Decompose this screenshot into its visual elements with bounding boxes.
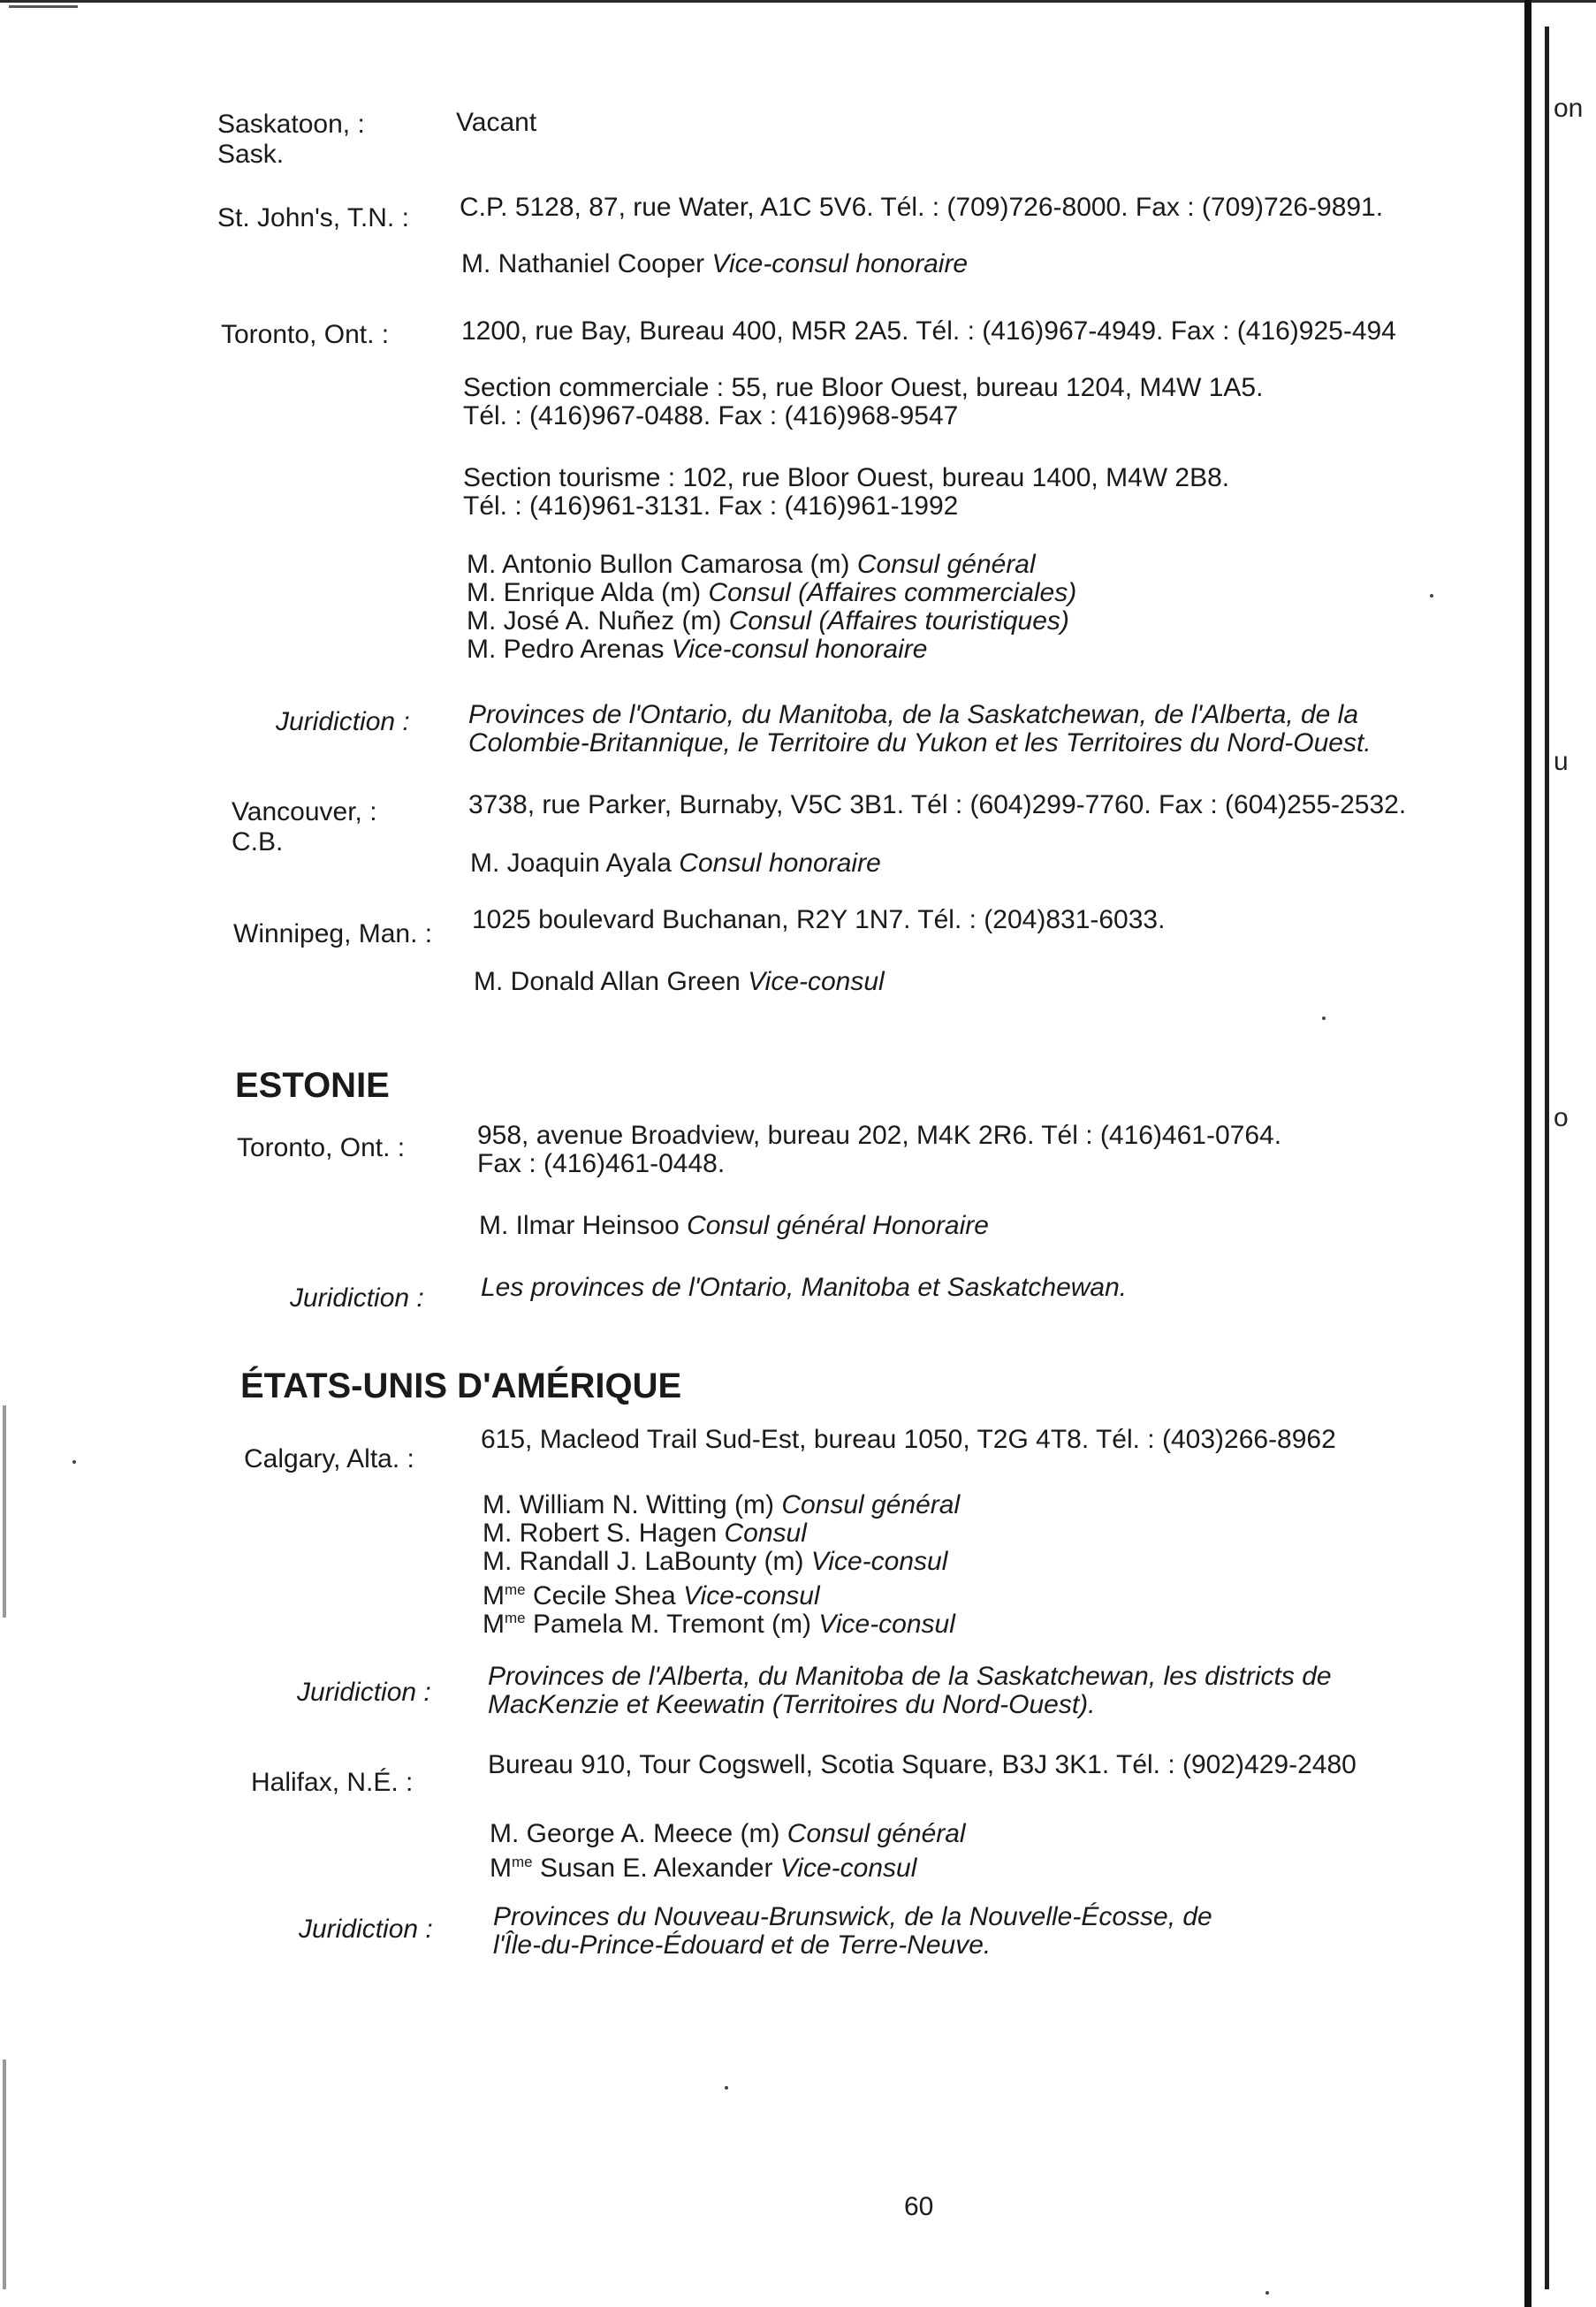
jurisdiction-label: Juridiction : [276, 707, 410, 736]
city-label: Winnipeg, Man. : [233, 919, 433, 948]
person-prefix: M. [483, 1519, 513, 1548]
facing-page-text: u [1554, 747, 1569, 776]
person-title: Consul (Affaires touristiques) [728, 606, 1069, 636]
address-text: 958, avenue Broadview, bureau 202, M4K 2R6. Tél : (416)461-0764. [477, 1121, 1282, 1150]
person-line [474, 967, 885, 997]
person-title: Vice-consul honoraire [671, 635, 928, 664]
page-number: 60 [904, 2192, 934, 2221]
person-name: M. Antonio Bullon Camarosa (m) [467, 550, 850, 579]
jurisdiction-text: Provinces de l'Ontario, du Manitoba, de la Saskatchewan, de l'Alberta, de la [468, 700, 1359, 729]
address-text: 1025 boulevard Buchanan, R2Y 1N7. Tél. : (204)831-6033. [472, 905, 1166, 934]
person-line [483, 1519, 807, 1549]
facing-page-text: on [1554, 94, 1584, 123]
person-line [483, 1547, 947, 1577]
person-line [467, 550, 1036, 580]
city-label: Calgary, Alta. : [244, 1444, 414, 1473]
jurisdiction-label: Juridiction : [290, 1283, 424, 1313]
person-title: Vice-consul [683, 1581, 820, 1610]
city-label: Saskatoon, : [217, 110, 365, 139]
jurisdiction-text: Provinces de l'Alberta, du Manitoba de la Saskatchewan, les districts de [488, 1662, 1332, 1691]
address-text: 615, Macleod Trail Sud-Est, bureau 1050, T2G 4T8. Tél. : (403)266-8962 [481, 1425, 1336, 1454]
person-line [467, 635, 927, 665]
person-prefix: M [483, 1581, 505, 1610]
tourism-contact: Tél. : (416)961-3131. Fax : (416)961-1992 [463, 491, 959, 521]
person-name: M. Joaquin Ayala [470, 849, 672, 878]
person-prefix-superscript: me [505, 1581, 526, 1598]
person-prefix-superscript: me [512, 1854, 533, 1870]
person-name: M. Enrique Alda (m) [467, 578, 702, 607]
person-line [490, 1847, 916, 1884]
city-label: Vancouver, : [232, 797, 377, 826]
person-name: M. José A. Nuñez (m) [467, 606, 722, 636]
person-line [490, 1819, 966, 1849]
address-text: C.P. 5128, 87, rue Water, A1C 5V6. Tél. : (709)726-8000. Fax : (709)726-9891. [460, 193, 1384, 222]
facing-page-edge [1524, 0, 1531, 2307]
address-text: 3738, rue Parker, Burnaby, V5C 3B1. Tél : (604)299-7760. Fax : (604)255-2532. [468, 790, 1407, 819]
address-text: Vacant [456, 108, 537, 137]
person-name: M. Nathaniel Cooper [461, 249, 705, 278]
person-title: Vice-consul [818, 1610, 955, 1639]
person-prefix: M. [483, 1547, 513, 1576]
person-name: Pamela M. Tremont (m) [532, 1610, 812, 1639]
city-label: Halifax, N.É. : [251, 1768, 414, 1797]
person-title: Consul général Honoraire [687, 1211, 989, 1240]
commercial-contact: Tél. : (416)967-0488. Fax : (416)968-9547 [463, 401, 959, 430]
person-line [483, 1603, 955, 1640]
person-name: M. Ilmar Heinsoo [479, 1211, 680, 1240]
person-title: Consul [724, 1519, 807, 1548]
person-title: Consul général [787, 1819, 966, 1848]
person-title: Vice-consul [810, 1547, 948, 1576]
person-name: M. Pedro Arenas [467, 635, 665, 664]
person-title: Consul (Affaires commerciales) [708, 578, 1077, 607]
facing-page-text: o [1554, 1103, 1569, 1132]
person-title: Vice-consul [779, 1854, 917, 1883]
person-prefix: M. [490, 1819, 520, 1848]
city-label: St. John's, T.N. : [217, 203, 409, 232]
scan-speckle [725, 2086, 728, 2090]
city-label: Toronto, Ont. : [221, 320, 390, 349]
tourism-section: Section tourisme : 102, rue Bloor Ouest, bureau 1400, M4W 2B8. [463, 463, 1230, 492]
person-name: William N. Witting (m) [519, 1490, 774, 1519]
scan-speckle [1265, 2291, 1269, 2295]
person-title: Consul général [781, 1490, 961, 1519]
person-line [470, 849, 881, 879]
person-name: Robert S. Hagen [519, 1519, 718, 1548]
person-title: Consul honoraire [679, 849, 881, 878]
person-prefix: M [490, 1854, 512, 1883]
scan-mark [9, 5, 78, 8]
jurisdiction-text: Provinces du Nouveau-Brunswick, de la Nouvelle-Écosse, de [493, 1902, 1212, 1931]
person-line [467, 578, 1076, 608]
person-prefix: M. [483, 1490, 513, 1519]
person-line [479, 1211, 989, 1241]
scan-speckle [72, 1460, 76, 1464]
jurisdiction-text: Colombie-Britannique, le Territoire du Yukon et les Territoires du Nord-Ouest. [468, 728, 1372, 758]
jurisdiction-text: l'Île-du-Prince-Édouard et de Terre-Neuve. [493, 1930, 992, 1960]
person-prefix: M [483, 1610, 505, 1639]
person-name: Susan E. Alexander [539, 1854, 773, 1883]
person-name: Randall J. LaBounty (m) [519, 1547, 804, 1576]
scan-top-border [0, 0, 1596, 3]
section-heading-estonie: ESTONIE [235, 1066, 390, 1105]
jurisdiction-text: Les provinces de l'Ontario, Manitoba et Saskatchewan. [481, 1273, 1128, 1302]
address-text: Fax : (416)461-0448. [477, 1149, 726, 1178]
address-text: 1200, rue Bay, Bureau 400, M5R 2A5. Tél. : (416)967-4949. Fax : (416)925-494 [461, 316, 1396, 346]
scan-speckle [1322, 1016, 1326, 1020]
city-label: Toronto, Ont. : [237, 1133, 406, 1162]
person-line [461, 249, 968, 279]
scan-speckle [1430, 594, 1433, 598]
section-heading-usa: ÉTATS-UNIS D'AMÉRIQUE [240, 1367, 682, 1405]
city-label: Sask. [217, 140, 285, 169]
city-label: C.B. [232, 827, 284, 857]
person-name: M. Donald Allan Green [474, 967, 741, 996]
person-title: Consul général [856, 550, 1036, 579]
person-line [467, 606, 1069, 636]
person-prefix-superscript: me [505, 1610, 526, 1626]
scan-left-edge-mark [3, 2060, 6, 2289]
scan-left-edge-mark [3, 1405, 6, 1618]
person-name: George A. Meece (m) [526, 1819, 780, 1848]
facing-page-edge-inner [1545, 27, 1549, 2289]
jurisdiction-label: Juridiction : [297, 1678, 431, 1707]
person-title: Vice-consul [748, 967, 885, 996]
commercial-section: Section commerciale : 55, rue Bloor Ouest, bureau 1204, M4W 1A5. [463, 373, 1264, 402]
jurisdiction-label: Juridiction : [299, 1915, 433, 1944]
person-name: Cecile Shea [532, 1581, 676, 1610]
person-line [483, 1490, 960, 1520]
address-text: Bureau 910, Tour Cogswell, Scotia Square, B3J 3K1. Tél. : (902)429-2480 [488, 1750, 1357, 1779]
jurisdiction-text: MacKenzie et Keewatin (Territoires du Nord-Ouest). [488, 1690, 1096, 1719]
person-title: Vice-consul honoraire [711, 249, 969, 278]
